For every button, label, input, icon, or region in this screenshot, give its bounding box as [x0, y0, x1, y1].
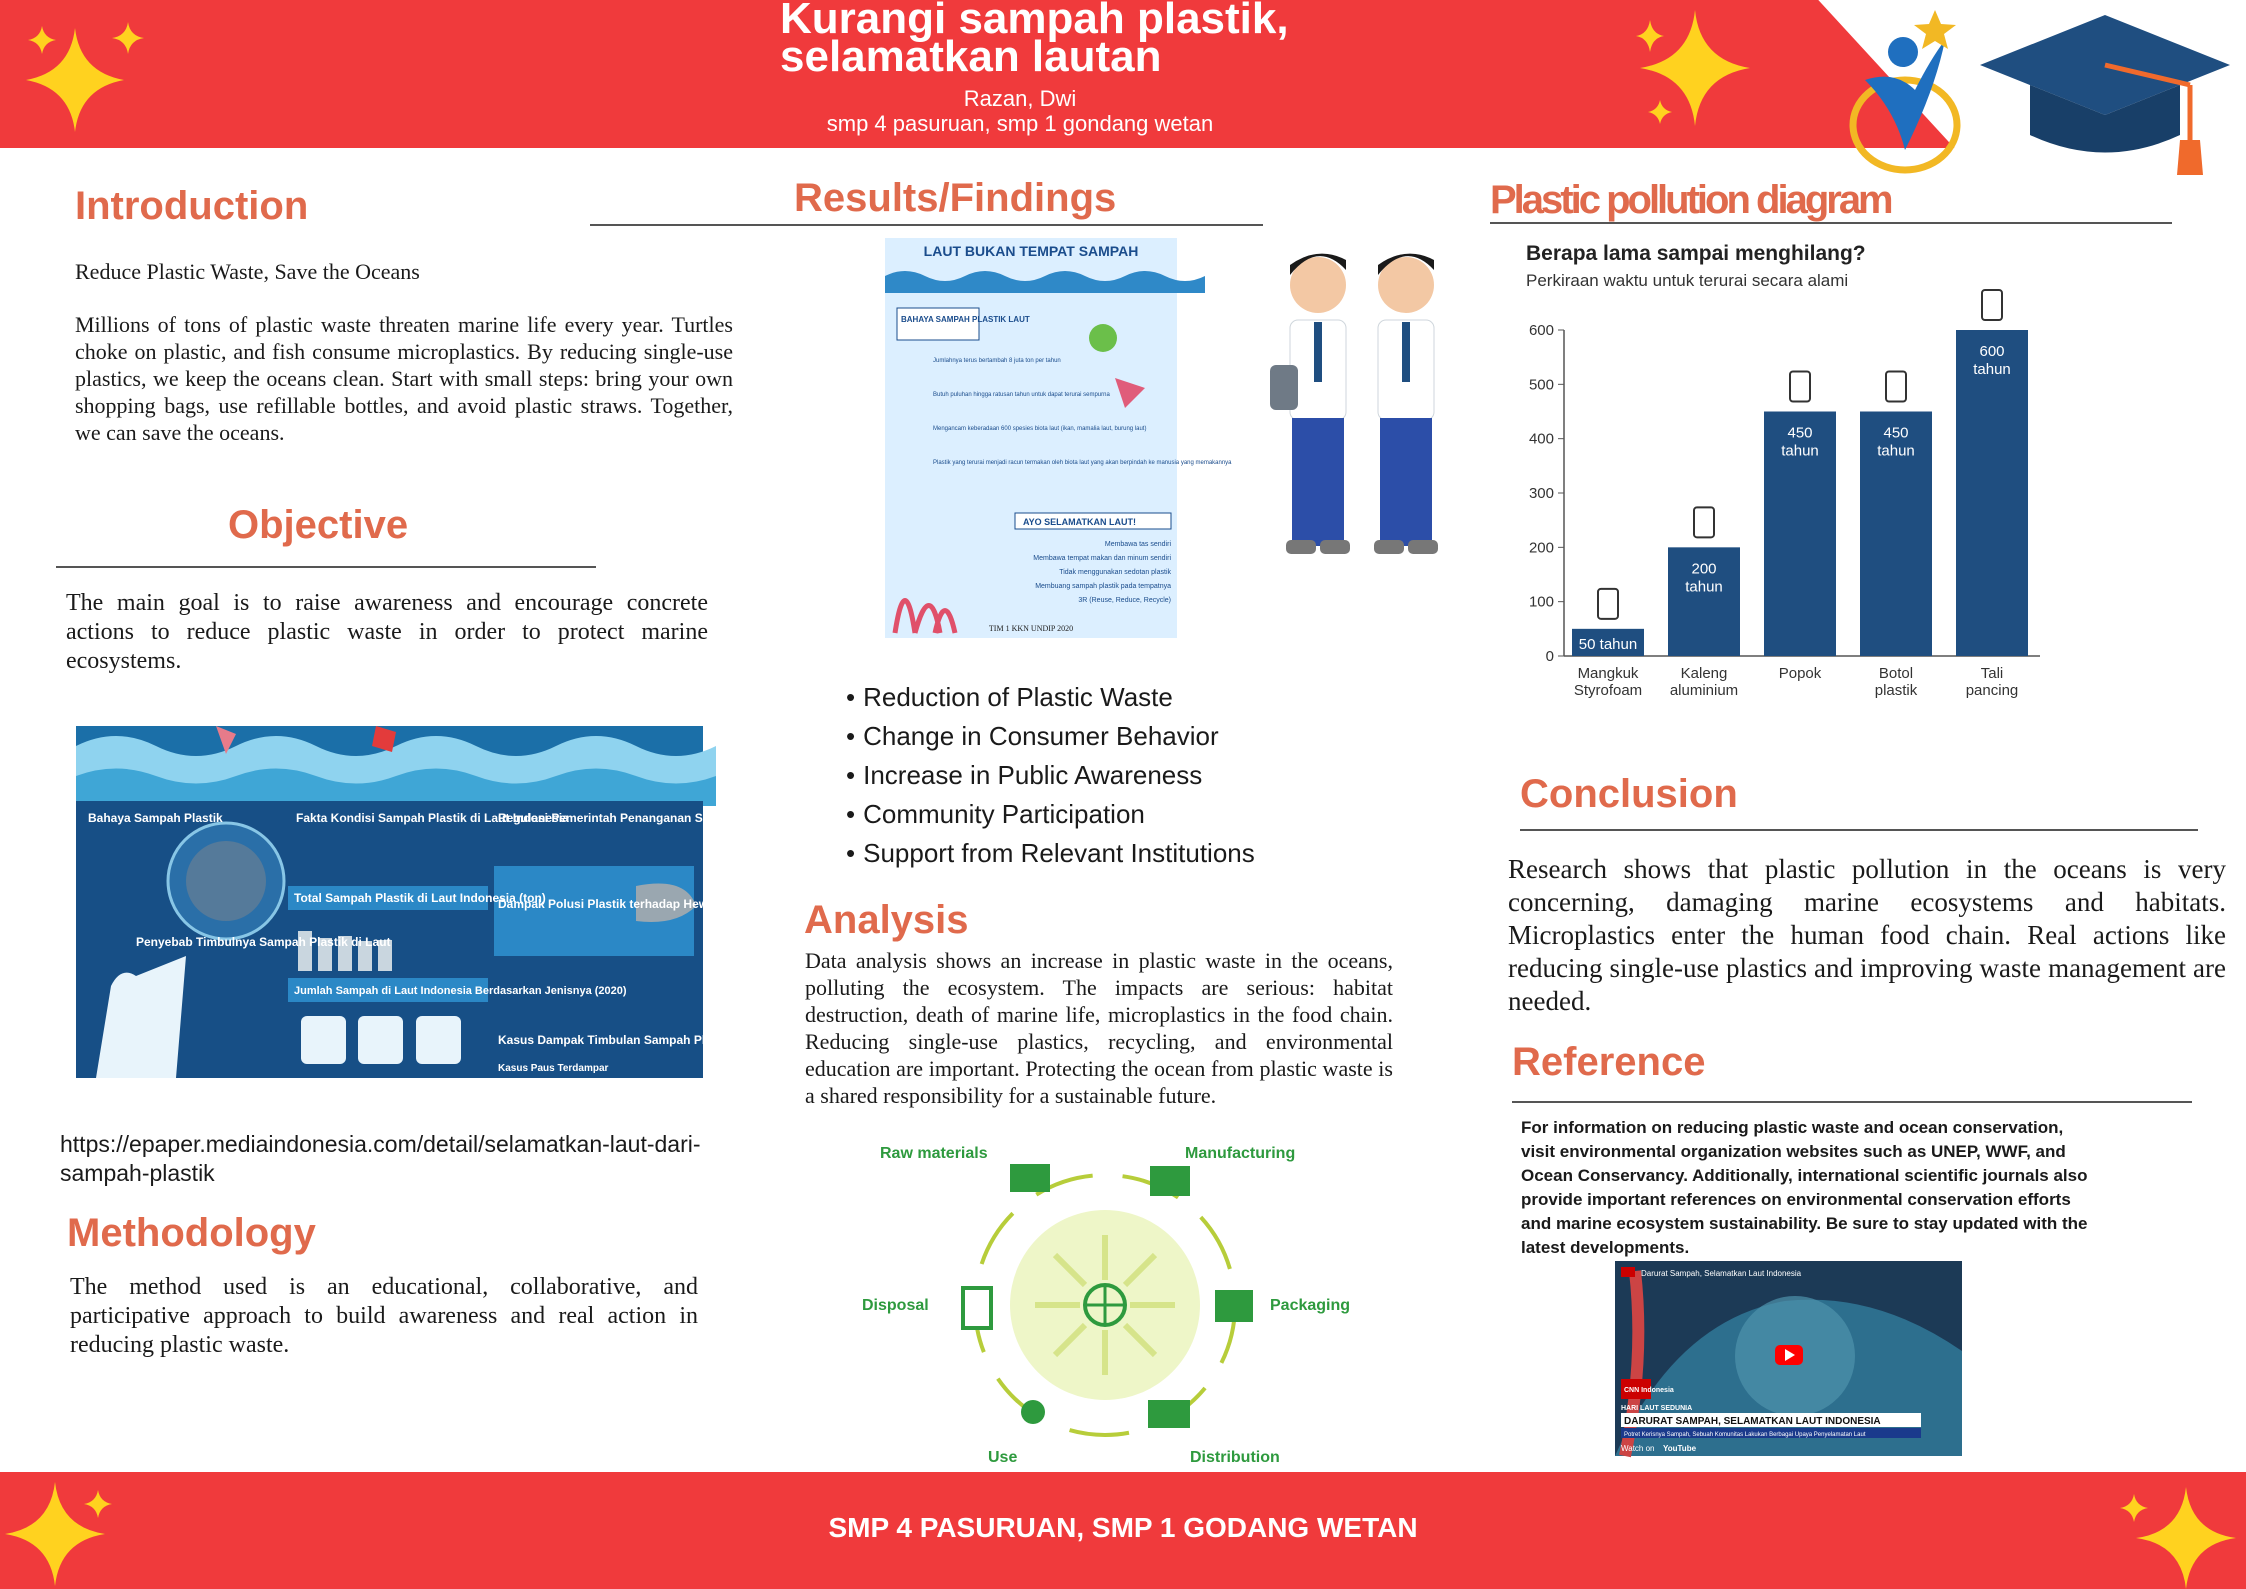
analysis-title: Analysis: [804, 898, 969, 942]
x-tick-label: Popok: [1778, 665, 1822, 682]
decomposition-bar-chart: [1520, 236, 2080, 700]
poster-badge: BAHAYA SAMPAH PLASTIK LAUT: [901, 315, 1030, 324]
sparkle-stars-right: [1600, 0, 1800, 148]
video-headline: DARURAT SAMPAH, SELAMATKAN LAUT INDONESIA: [1624, 1416, 1881, 1427]
ocean-poster-image: [885, 238, 1232, 638]
plastic-lifecycle-diagram: [850, 1140, 1360, 1470]
title-line-2: selamatkan lautan: [780, 32, 1162, 81]
poster-fact-3: Mengancam keberadaan 600 spesies biota laut (ikan, mamalia laut, burung laut): [933, 426, 1147, 432]
y-tick-label: 100: [1528, 593, 1554, 611]
conclusion-title: Conclusion: [1520, 772, 1738, 816]
objective-body: The main goal is to raise awareness and encourage concrete actions to reduce plastic waste in order to protect marine ecosystems.: [66, 590, 708, 674]
education-logo-icon: [1835, 0, 1995, 190]
cnn-logo-icon: [1621, 1267, 1635, 1277]
methodology-body: The method used is an educational, collaborative, and participative approach to build awareness and real action in reducing plastic waste.: [70, 1274, 698, 1358]
poster-title-text: LAUT BUKAN TEMPAT SAMPAH: [923, 243, 1139, 259]
results-item: • Support from Relevant Institutions: [846, 834, 1255, 873]
youtube-logo-icon[interactable]: YouTube: [1663, 1444, 1697, 1453]
bar-data-label: tahun: [1781, 442, 1819, 460]
infog-heading-6: Penyebab Timbulnya Sampah Plastik di Laut: [136, 935, 391, 949]
cycle-manufacturing: Manufacturing: [1185, 1145, 1296, 1162]
infog-heading-2: Fakta Kondisi Sampah Plastik di Laut Indonesia: [296, 811, 569, 825]
video-thumbnail[interactable]: [1615, 1261, 1962, 1456]
x-tick-label: plastik: [1874, 682, 1918, 699]
infog-heading-1: Bahaya Sampah Plastik: [88, 811, 223, 825]
y-tick-label: 400: [1528, 430, 1554, 448]
reference-divider: [1512, 1101, 2192, 1103]
results-title: Results/Findings: [794, 176, 1117, 220]
conclusion-divider: [1520, 829, 2198, 831]
schools: smp 4 pasuruan, smp 1 gondang wetan: [826, 111, 1214, 136]
poster-credit: TIM 1 KKN UNDIP 2020: [988, 624, 1074, 633]
cycle-disposal: Disposal: [862, 1297, 929, 1314]
objective-divider: [56, 566, 596, 568]
title-line-1: Kurangi sampah plastik,: [780, 0, 1289, 43]
poster-action-1: Membawa tas sendiri: [1104, 541, 1171, 548]
poster-action-4: Membuang sampah plastik pada tempatnya: [1035, 583, 1171, 590]
bar-data-label: tahun: [1685, 578, 1723, 596]
infog-heading-7: Jumlah Sampah di Laut Indonesia Berdasarkan Jenisnya (2020): [294, 985, 627, 997]
raw-materials-icon: [1010, 1164, 1050, 1192]
package-icon: [1215, 1290, 1253, 1322]
item-icon: [1982, 290, 2002, 320]
infog-heading-4: Total Sampah Plastik di Laut Indonesia (ton): [294, 891, 546, 905]
bar-data-label: tahun: [1877, 442, 1915, 460]
reference-body: For information on reducing plastic waste and ocean conservation, visit environmental organization websites such as UNEP, WWF, and Ocean Conservancy. Additionally, international scientific journals also provide important references on environmental conservation efforts and marine ecosystem sustainability. Be sure to stay updated with the latest developments.: [1521, 1118, 2088, 1257]
video-title: Darurat Sampah, Selamatkan Laut Indonesia: [1641, 1269, 1802, 1278]
poster-fact-4: Plastik yang terurai menjadi racun termakan oleh biota laut yang akan berpindah ke manusia yang memakannya: [933, 460, 1232, 466]
y-tick-label: 300: [1528, 485, 1554, 502]
x-tick-label: pancing: [1965, 682, 2019, 699]
poster-cta: AYO SELAMATKAN LAUT!: [1023, 517, 1136, 527]
cycle-distribution: Distribution: [1190, 1449, 1280, 1466]
sparkle-stars-left: [0, 0, 200, 148]
methodology-title: Methodology: [67, 1211, 316, 1255]
item-icon: [1598, 589, 1618, 619]
diagram-title: Plastic pollution diagram: [1490, 178, 1891, 222]
bar-data-label: 200: [1691, 560, 1717, 578]
infog-heading-8: Kasus Dampak Timbulan Sampah Plastik di Laut: [498, 1033, 776, 1047]
introduction-subtitle: Reduce Plastic Waste, Save the Oceans: [75, 259, 420, 284]
cycle-use: Use: [988, 1449, 1018, 1466]
diagram-divider: [1490, 222, 2172, 224]
conclusion-body: Research shows that plastic pollution in the oceans is very concerning, damaging marine ecosystems and habitats. Microplastics enter the human food chain. Real actions like reducing single-use plastics and improving waste management are needed.: [1508, 854, 2226, 1016]
video-caption: Potret Kerisnya Sampah, Sebuah Komunitas Lakukan Berbagai Upaya Penyelamatan Laut: [1624, 1432, 1866, 1438]
cycle-packaging: Packaging: [1270, 1297, 1351, 1314]
chart-title: Berapa lama sampai menghilang?: [1526, 242, 1866, 265]
bar: [1956, 330, 2028, 656]
y-tick-label: 0: [1545, 648, 1554, 665]
item-icon: [1694, 507, 1714, 537]
results-item: • Reduction of Plastic Waste: [846, 678, 1255, 717]
graduation-cap-icon: [1975, 10, 2235, 180]
y-tick-label: 200: [1528, 539, 1554, 557]
y-tick-label: 600: [1528, 322, 1554, 339]
poster-action-3: Tidak menggunakan sedotan plastik: [1059, 569, 1171, 576]
results-list: [846, 678, 1255, 873]
results-item: • Increase in Public Awareness: [846, 756, 1255, 795]
results-divider: [590, 224, 1263, 226]
author-block: [700, 86, 1340, 136]
poster-fact-1: Jumlahnya terus bertambah 8 juta ton per tahun: [933, 358, 1061, 364]
item-icon: [1790, 372, 1810, 402]
x-tick-label: Botol: [1878, 665, 1914, 682]
results-item: • Community Participation: [846, 795, 1255, 834]
y-tick-label: 500: [1528, 376, 1554, 394]
authors: Razan, Dwi: [963, 86, 1077, 111]
objective-title: Objective: [228, 503, 409, 547]
video-tag: HARI LAUT SEDUNIA: [1621, 1405, 1693, 1412]
infog-heading-3: Regulasi Pemerintah Penanganan Sampah: [498, 811, 742, 825]
person-icon: [1021, 1400, 1045, 1424]
results-item: • Change in Consumer Behavior: [846, 717, 1255, 756]
infog-heading-9: Kasus Paus Terdampar: [498, 1063, 609, 1074]
factory-icon: [1150, 1166, 1190, 1196]
reference-title: Reference: [1512, 1040, 1706, 1084]
poster-title: [780, 0, 1380, 81]
students-illustration: [1260, 240, 1460, 570]
chart-subtitle: Perkiraan waktu untuk terurai secara alami: [1526, 271, 1849, 290]
poster-action-5: 3R (Reuse, Reduce, Recycle): [1078, 597, 1171, 604]
cycle-raw-materials: Raw materials: [880, 1145, 988, 1162]
analysis-body: Data analysis shows an increase in plastic waste in the oceans, polluting the ecosystem. The impacts are serious: habitat destruction, death of marine life, microplastics in the food chain. Reducing single-use plastics, recycling, and environmental education are important. Protecting the ocean from plastic waste is a shared responsibility for a sustainable future.: [805, 948, 1393, 1108]
bar-data-label: tahun: [1973, 361, 2011, 378]
introduction-body: Millions of tons of plastic waste threaten marine life every year. Turtles choke on plastic, and fish consume microplastics. By reducing single-use plastics, we keep the oceans clean. Start with small steps: bring your own shopping bags, use refillable bottles, and avoid plastic straws. Together, we can save the oceans.: [75, 312, 733, 445]
trash-bin-icon: [963, 1288, 991, 1328]
item-icon: [1886, 372, 1906, 402]
bar-data-label: 50 tahun: [1578, 635, 1638, 653]
introduction-title: Introduction: [75, 184, 309, 228]
x-tick-label: Mangkuk: [1577, 665, 1639, 682]
infog-heading-5: Dampak Polusi Plastik terhadap Hewan Laut: [498, 897, 751, 911]
bar-data-label: 600: [1979, 343, 2005, 360]
source-url[interactable]: https://epaper.mediaindonesia.com/detail/selamatkan-laut-dari-sampah-plastik: [60, 1131, 701, 1186]
x-tick-label: Styrofoam: [1573, 682, 1643, 699]
video-brand: CNN Indonesia: [1624, 1387, 1674, 1394]
x-tick-label: Kaleng: [1680, 665, 1728, 682]
bar-data-label: 450: [1787, 424, 1813, 442]
x-tick-label: Tali: [1980, 665, 2004, 682]
bar-data-label: 450: [1883, 424, 1909, 442]
poster-fact-2: Butuh puluhan hingga ratusan tahun untuk dapat terurai sempurna: [933, 392, 1110, 398]
watch-on-text: Watch on: [1621, 1444, 1655, 1453]
truck-icon: [1148, 1400, 1190, 1428]
x-tick-label: aluminium: [1669, 682, 1739, 699]
footer-text: SMP 4 PASURUAN, SMP 1 GODANG WETAN: [828, 1512, 1418, 1543]
ocean-plastic-infographic: [76, 726, 776, 1078]
poster-action-2: Membawa tempat makan dan minum sendiri: [1033, 555, 1171, 562]
